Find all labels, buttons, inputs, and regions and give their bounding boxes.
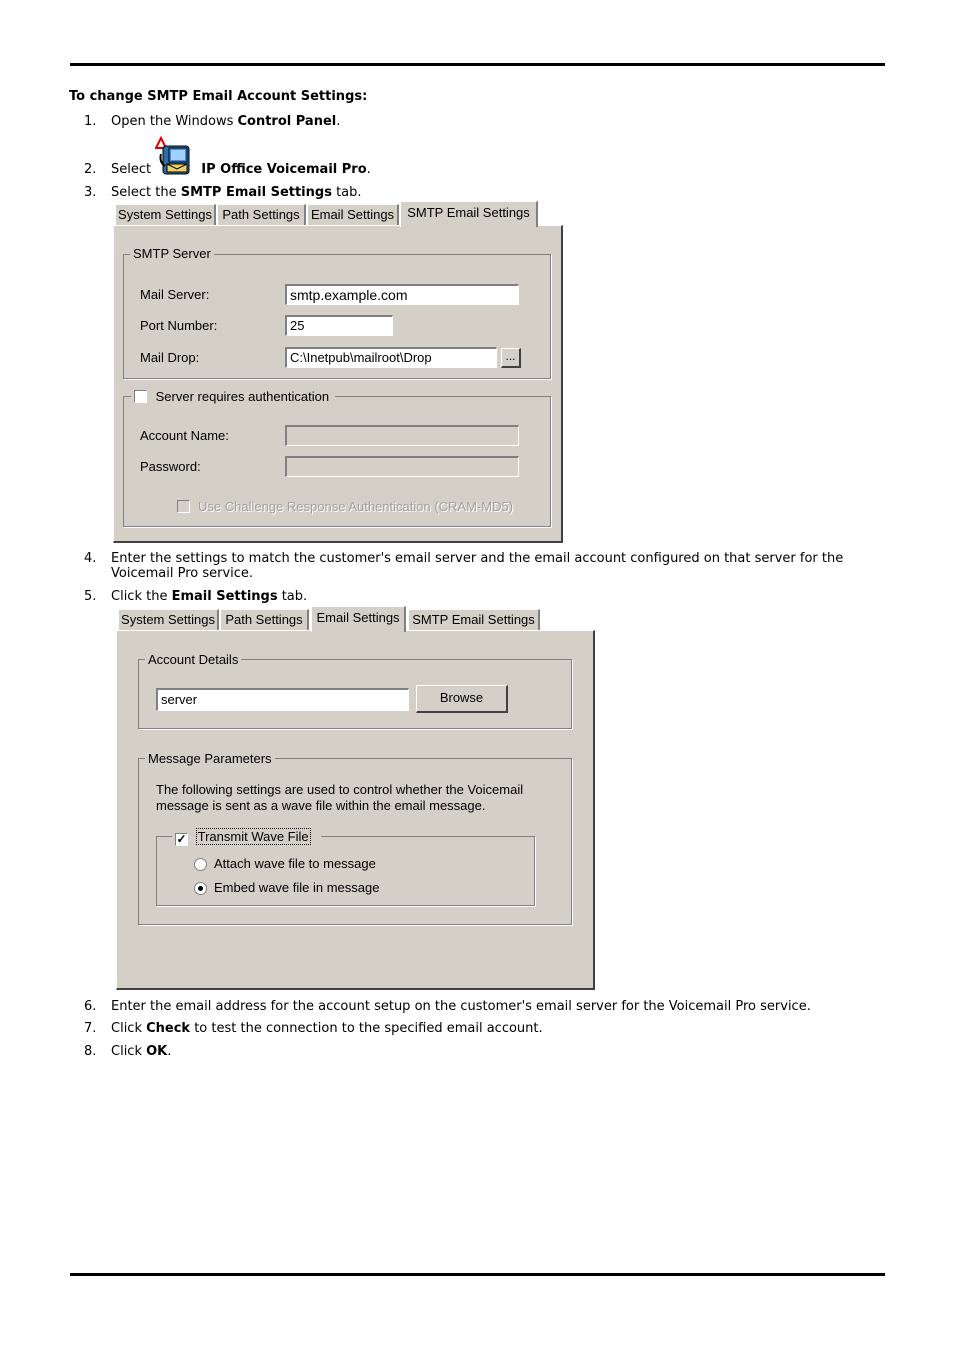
tab-system-settings-2[interactable]: System Settings [118,609,219,631]
smtp-server-group-label: SMTP Server [130,246,214,261]
account-input[interactable]: server [156,688,409,711]
account-name-label: Account Name: [140,428,229,443]
transmit-wave-label: Transmit Wave File [197,829,309,844]
auth-checkbox[interactable] [134,390,147,403]
top-rule [70,63,885,66]
attach-wave-label: Attach wave file to message [214,856,376,871]
email-settings-dialog [116,606,596,992]
mail-drop-label: Mail Drop: [140,350,200,365]
mail-drop-input[interactable]: C:\Inetpub\mailroot\Drop [285,347,497,368]
port-number-label: Port Number: [140,318,218,333]
cram-label: Use Challenge Response Authentication (CRAM-MD5) [198,499,514,514]
password-input[interactable] [285,456,519,477]
tab-system-settings[interactable]: System Settings [115,204,216,226]
smtp-panel [113,225,563,543]
tab-email-settings-2[interactable]: Email Settings [311,606,406,632]
transmit-wave-header [172,829,321,846]
section-heading: To change SMTP Email Account Settings: [69,89,368,104]
voicemail-pro-icon [155,136,195,176]
account-details-label: Account Details [145,652,241,667]
transmit-wave-checkbox[interactable]: ✓ [176,832,187,846]
message-parameters-label: Message Parameters [145,751,275,766]
embed-wave-radio[interactable] [194,882,207,895]
tab-email-settings[interactable]: Email Settings [307,204,399,226]
mail-drop-browse-button[interactable]: ... [501,348,521,368]
browse-button[interactable]: Browse [416,685,508,713]
tab-smtp-email-settings-2[interactable]: SMTP Email Settings [408,609,540,631]
auth-group-header [131,389,335,404]
cram-checkbox[interactable] [177,500,190,513]
smtp-settings-dialog [113,201,565,545]
transmit-wave-group [156,836,535,906]
email-panel [116,630,595,990]
message-description: The following settings are used to control whether the Voicemail message is sent as a wave file within the email message. [156,782,524,813]
tab-path-settings-2[interactable]: Path Settings [220,609,309,631]
password-label: Password: [140,459,201,474]
mail-server-input[interactable]: smtp.example.com [285,284,519,305]
tab-smtp-email-settings[interactable]: SMTP Email Settings [400,201,538,227]
tab-path-settings[interactable]: Path Settings [217,204,306,226]
account-name-input[interactable] [285,425,519,446]
bottom-rule [70,1273,885,1276]
port-number-input[interactable]: 25 [285,315,393,336]
embed-wave-label: Embed wave file in message [214,880,380,895]
auth-label: Server requires authentication [155,389,330,404]
mail-server-label: Mail Server: [140,287,210,302]
attach-wave-radio[interactable] [194,858,207,871]
